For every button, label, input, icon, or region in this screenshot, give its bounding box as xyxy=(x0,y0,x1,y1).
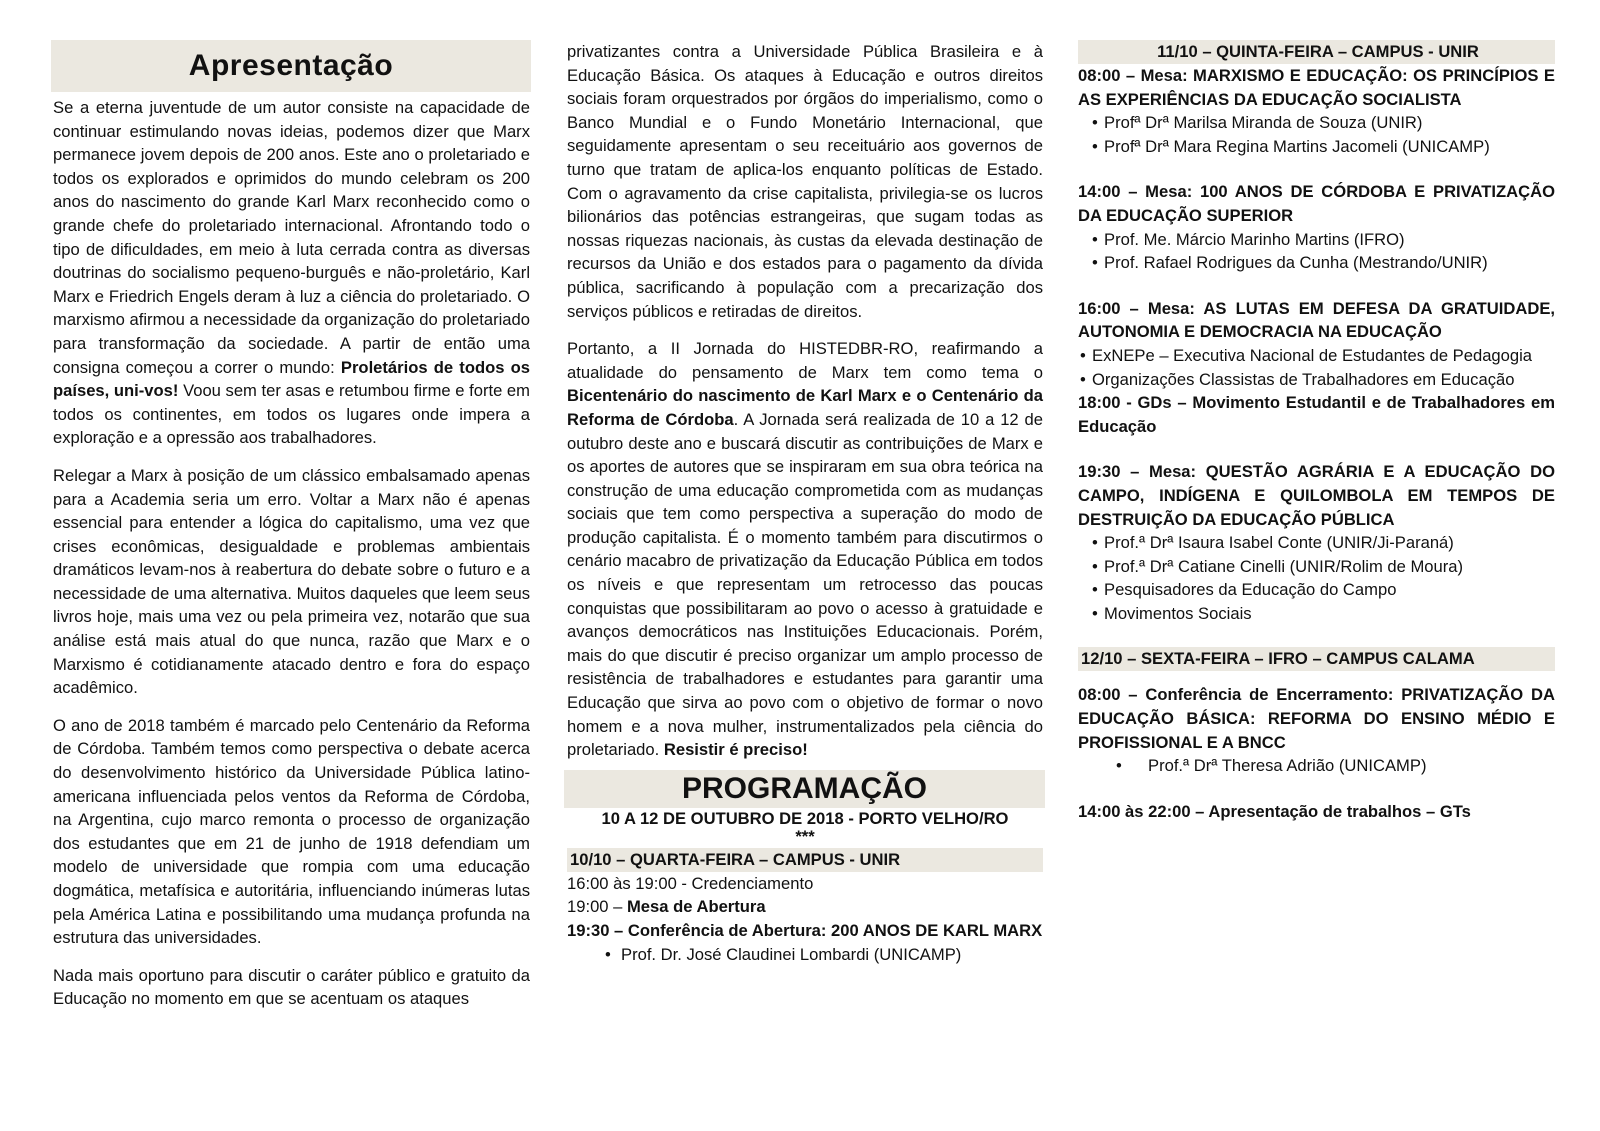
speaker: • Pesquisadores da Educação do Campo xyxy=(1078,578,1555,602)
speaker: • Prof. Dr. José Claudinei Lombardi (UNICAMP) xyxy=(567,943,1043,967)
speaker: • Profª Drª Marilsa Miranda de Souza (UNIR) xyxy=(1078,111,1555,135)
session-marxismo: 08:00 – Mesa: MARXISMO E EDUCAÇÃO: OS PRINCÍPIOS E AS EXPERIÊNCIAS DA EDUCAÇÃO SOCIALISTA xyxy=(1078,66,1555,109)
speaker: • Profª Drª Mara Regina Martins Jacomeli (UNICAMP) xyxy=(1078,135,1555,159)
session-lutas: 16:00 – Mesa: AS LUTAS EM DEFESA DA GRATUIDADE, AUTONOMIA E DEMOCRACIA NA EDUCAÇÃO xyxy=(1078,298,1555,342)
day-1-heading: 10/10 – QUARTA-FEIRA – CAMPUS - UNIR xyxy=(567,848,1043,872)
paragraph-text: Voou sem ter asas e retumbou firme e forte em todos os continentes, em todos os lugares onde impera a exploração e a opressão aos trabalhadores. xyxy=(53,381,530,448)
apresentacao-paragraph-1 xyxy=(53,96,530,450)
session-questao-agraria: 19:30 – Mesa: QUESTÃO AGRÁRIA E A EDUCAÇÃO DO CAMPO, INDÍGENA E QUILOMBOLA EM TEMPOS DE DESTRUIÇÃO DA EDUCAÇÃO PÚBLICA xyxy=(1078,462,1555,529)
mesa-abertura xyxy=(567,895,1043,919)
apresentacao-paragraph-5: privatizantes contra a Universidade Pública Brasileira e à Educação Básica. Os ataques à Educação e outros direitos sociais foram orquestrados por órgãos do imperialismo, como o Banco Mundial e o Fundo Monetário Internacional, que seguidamente apresentam o seu receituário aos governos de turno que tratam de aplica-los enquanto políticas de Estado. Com o agravamento da crise capitalista, privilegia-se os lucros bilionários das potências estrangeiras, que sugam todas as nossas riquezas nacionais, às custas da elevada destinação de recursos da União e dos estados para o pagamento da dívida pública, sacrificando à população com a precarização dos serviços públicos e retiradas de direitos. xyxy=(567,42,1043,321)
speaker: • Prof.ª Drª Isaura Isabel Conte (UNIR/Ji-Paraná) xyxy=(1078,531,1555,555)
session-title: Mesa de Abertura xyxy=(626,897,766,917)
session-conferencia-encerramento: 08:00 – Conferência de Encerramento: PRIVATIZAÇÃO DA EDUCAÇÃO BÁSICA: REFORMA DO ENSINO MÉDIO E PROFISSIONAL E A BNCC xyxy=(1078,685,1555,752)
theme-text: Bicentenário do nascimento de Karl Marx e o Centenário da Reforma de Córdoba xyxy=(567,386,1043,429)
apresentacao-paragraph-2: Relegar a Marx à posição de um clássico embalsamado apenas para a Academia seria um erro. Voltar a Marx não é apenas essencial para entender a lógica do capitalismo, uma vez que crises econômicas, desigualdade e problemas ambientais dramáticos levam-nos à reabertura do debate sobre o futuro e a necessidade de uma alternativa. Muitos daqueles que leem seus livros hoje, mais uma vez ou pela primeira vez, notarão que sua análise está mais atual do que nunca, razão que Marx e o Marxismo é cotidianamente atacado dentro e fora do espaço acadêmico. xyxy=(53,465,530,698)
conferencia-abertura: 19:30 – Conferência de Abertura: 200 ANOS DE KARL MARX xyxy=(567,921,1043,940)
speaker: • ExNEPe – Executiva Nacional de Estudantes de Pedagogia xyxy=(1078,344,1555,368)
day-2-heading: 11/10 – QUINTA-FEIRA – CAMPUS - UNIR xyxy=(1078,40,1555,64)
speaker: • Prof. Rafael Rodrigues da Cunha (Mestrando/UNIR) xyxy=(1078,251,1555,275)
closing-slogan: Resistir é preciso! xyxy=(663,740,808,760)
separator-stars: *** xyxy=(795,826,815,846)
session-gts: 14:00 às 22:00 – Apresentação de trabalhos – GTs xyxy=(1078,801,1471,821)
apresentacao-paragraph-3: O ano de 2018 também é marcado pelo Centenário da Reforma de Córdoba. Também temos como perspectiva o debate acerca do desenvolvimento histórico da Universidade Pública latino-americana influenciada pelos ventos da Reforma de Córdoba, na Argentina, cujo marco remonta o processo de organização dos estudantes que em 21 de junho de 1918 defendiam um modelo de universidade que rompia com uma educação dogmática, metafísica e autoritária, influenciando inúmeras lutas pela América Latina e possibilitando uma mudança profunda na estrutura das universidades. xyxy=(53,715,530,948)
speaker: • Movimentos Sociais xyxy=(1078,602,1555,626)
apresentacao-title: Apresentação xyxy=(51,40,531,92)
column-2 xyxy=(567,40,1043,966)
programacao-subtitle: 10 A 12 DE OUTUBRO DE 2018 - PORTO VELHO/RO xyxy=(601,808,1009,828)
speaker: • Prof. Me. Márcio Marinho Martins (IFRO) xyxy=(1078,228,1555,252)
paragraph-text: Se a eterna juventude de um autor consiste na capacidade de continuar estimulando novas ideias, podemos dizer que Marx permanece jovem depois de 200 anos. Este ano o proletariado e todos os explorados e oprimidos do mundo celebram os 200 anos do nascimento do grande Karl Marx reconhecido como o grande chefe do proletariado internacional. Afrontando todo o tipo de dificuldades, em meio à luta cerrada contra as diversas doutrinas do socialismo pequeno-burguês e não-proletário, Karl Marx e Friedrich Engels deram à luz a ciência do proletariado. O marxismo afirmou a necessidade da organização do proletariado para transformação da sociedade. A partir de então uma consigna começou a correr o mundo: xyxy=(53,98,530,377)
slogan-text: Proletários de todos os países, uni-vos! xyxy=(53,357,530,401)
column-3 xyxy=(1078,40,1555,823)
speaker: • Prof.ª Drª Catiane Cinelli (UNIR/Rolim de Moura) xyxy=(1078,555,1555,579)
day-3-heading: 12/10 – SEXTA-FEIRA – IFRO – CAMPUS CALAMA xyxy=(1078,647,1555,671)
session-time: 19:00 – xyxy=(567,897,627,917)
speaker: • Organizações Classistas de Trabalhadores em Educação xyxy=(1078,368,1555,392)
session-cordoba: 14:00 – Mesa: 100 ANOS DE CÓRDOBA E PRIVATIZAÇÃO DA EDUCAÇÃO SUPERIOR xyxy=(1078,182,1555,225)
apresentacao-paragraph-4: Nada mais oportuno para discutir o caráter público e gratuito da Educação no momento em que se acentuam os ataques xyxy=(53,965,530,1009)
column-1 xyxy=(53,40,530,1011)
credenciamento: 16:00 às 19:00 - Credenciamento xyxy=(567,873,814,893)
speaker: • Prof.ª Drª Theresa Adrião (UNICAMP) xyxy=(1078,754,1555,778)
session-gds: 18:00 - GDs – Movimento Estudantil e de Trabalhadores em Educação xyxy=(1078,393,1555,436)
paragraph-text: Portanto, a II Jornada do HISTEDBR-RO, reafirmando a atualidade do pensamento de Marx tem como tema o xyxy=(567,339,1043,382)
apresentacao-paragraph-6 xyxy=(567,337,1043,762)
programacao-title: PROGRAMAÇÃO xyxy=(564,770,1045,808)
paragraph-text: . A Jornada será realizada de 10 a 12 de outubro deste ano e buscará discutir as contribuições de Marx e os aportes de autores que se inspiraram em sua obra teórica na construção de uma educação comprometida com as mudanças sociais que tem como perspectiva a superação do modo de produção capitalista. É o momento também para discutirmos o cenário macabro de privatização da Educação Pública em todos os níveis e que representam um retrocesso das poucas conquistas que possibilitaram ao povo o acesso à gratuidade e avanços democráticos nas Instituições Educacionais. Porém, mais do que discutir é preciso organizar um amplo processo de resistência de trabalhadores e estudantes para garantir uma Educação que sirva ao povo com o objetivo de formar o novo homem e a nova mulher, instrumentalizados pela ciência do proletariado. xyxy=(567,409,1043,760)
